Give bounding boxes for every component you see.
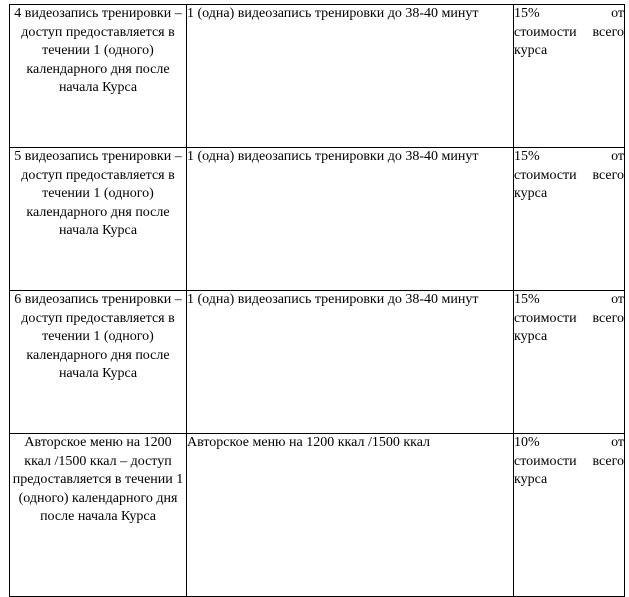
item-name: 6 видеозапись тренировки – доступ предоставляется в течении 1 (одного) календарного дня после начала Курса [14,292,182,382]
price-percent: 15% [514,149,540,164]
item-description-cell [187,291,514,434]
course-pricing-table [9,4,625,597]
item-name: Авторское меню на 1200 ккал /1500 ккал – доступ предоставляется в течении 1 (одного) календарного дня после начала Курса [12,435,184,525]
item-description-cell [187,148,514,291]
price-percent: 15% [514,6,540,21]
price-rest: стоимости всего курса [514,310,624,345]
price-first-line [514,148,624,167]
item-description-cell [187,434,514,597]
item-name: 5 видеозапись тренировки – доступ предоставляется в течении 1 (одного) календарного дня после начала Курса [14,149,182,239]
price-percent: 10% [514,435,540,450]
price-first-line [514,5,624,24]
price-rest: стоимости всего курса [514,453,624,488]
item-description: Авторское меню на 1200 ккал /1500 ккал [187,435,431,450]
item-description-cell [187,5,514,148]
price-percent: 15% [514,292,540,307]
item-description: 1 (одна) видеозапись тренировки до 38-40 минут [187,149,479,164]
price-from: от [611,292,624,307]
price-from: от [611,435,624,450]
price-from: от [611,149,624,164]
item-description: 1 (одна) видеозапись тренировки до 38-40 минут [187,292,479,307]
item-name-cell [10,148,187,291]
price-first-line [514,434,624,453]
table-row [10,291,625,434]
price-rest: стоимости всего курса [514,167,624,202]
item-name-cell [10,291,187,434]
item-price-cell [514,291,625,434]
item-price-cell [514,5,625,148]
item-price-cell [514,148,625,291]
item-name-cell [10,5,187,148]
table-row [10,434,625,597]
price-first-line [514,291,624,310]
price-rest: стоимости всего курса [514,24,624,59]
table-row [10,5,625,148]
item-name-cell [10,434,187,597]
item-price-cell [514,434,625,597]
item-description: 1 (одна) видеозапись тренировки до 38-40 минут [187,6,479,21]
price-from: от [611,6,624,21]
item-name: 4 видеозапись тренировки – доступ предоставляется в течении 1 (одного) календарного дня после начала Курса [14,6,182,96]
table-row [10,148,625,291]
